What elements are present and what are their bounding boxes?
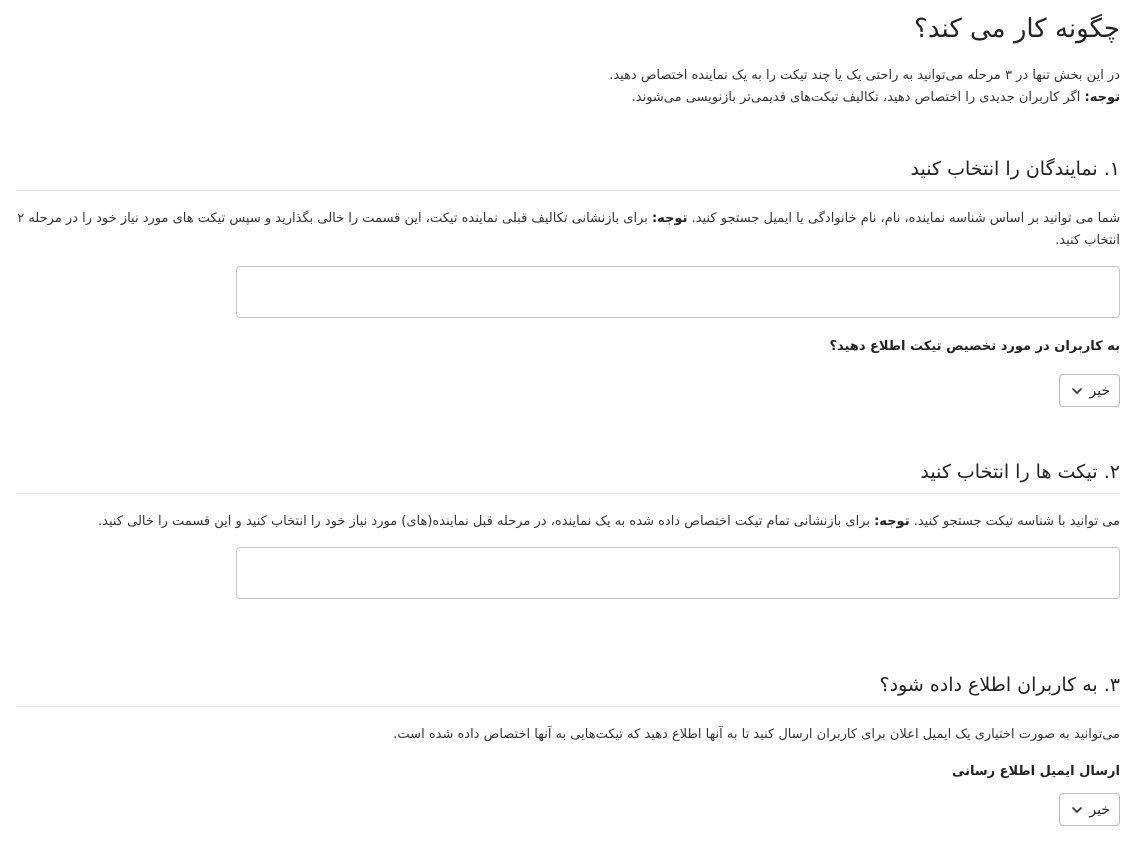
chevron-down-icon (1071, 385, 1083, 397)
step2-desc-text: می توانید با شناسه تیکت جستجو کنید. (909, 514, 1120, 529)
step1-note-label: توجه: (651, 211, 688, 226)
tickets-search-input[interactable] (236, 547, 1120, 599)
step3-description: می‌توانید به صورت اختیاری یک ایمیل اعلان برای کاربران ارسال کنید تا به آنها اطلاع دهید که تیکت‌هایی به آنها اختصاص داده شده است. (393, 727, 1120, 742)
email-notification-label: ارسال ایمیل اطلاع رسانی (951, 764, 1120, 779)
step3-title: ۳. به کاربران اطلاع داده شود؟ (16, 672, 1120, 707)
step1-description (16, 208, 1120, 252)
notify-assignment-select[interactable] (1059, 374, 1120, 407)
email-notification-value: خیر (1089, 801, 1110, 818)
agents-search-input[interactable] (236, 266, 1120, 318)
notify-assignment-value: خیر (1089, 382, 1110, 399)
step2-note-text: برای بازنشانی تمام تیکت اختصاص داده شده به یک نماینده، در مرحله قبل نماینده(های) مورد نیاز خود را انتخاب کنید و این قسمت را خالی کنید. (97, 514, 875, 529)
intro-text (16, 65, 1120, 109)
step1-note-text: برای بازنشانی تکالیف قبلی نماینده تیکت، این قسمت را خالی بگذارید و سپس تیکت های مورد نیاز خود را در مرحله ۲ انتخاب کنید. (17, 211, 1120, 248)
intro-line: در این بخش تنها در ۳ مرحله می‌توانید به راحتی یک یا چند تیکت را به یک نماینده اختصاص دهید. (609, 68, 1120, 83)
step-notify-users (16, 672, 1120, 826)
notify-assignment-wrapper (16, 374, 1120, 407)
intro-note-text: اگر کاربران جدیدی را اختصاص دهید، تکالیف تیکت‌های قدیمی‌تر بازنویسی می‌شوند. (631, 90, 1085, 105)
step2-title: ۲. تیکت ها را انتخاب کنید (16, 459, 1120, 494)
step1-desc-text: شما می توانید بر اساس شناسه نماینده، نام، نام خانوادگی یا ایمیل جستجو کنید. (687, 211, 1120, 226)
step-select-tickets (16, 459, 1120, 599)
step2-description (16, 511, 1120, 533)
email-notification-wrapper (16, 793, 1120, 826)
step2-note-label: توجه: (874, 514, 910, 529)
step1-title: ۱. نمایندگان را انتخاب کنید (16, 156, 1120, 191)
page-title: چگونه کار می کند؟ (914, 14, 1120, 44)
notify-assignment-label: به کاربران در مورد تخصیص تیکت اطلاع دهید؟ (829, 339, 1120, 354)
intro-note-label: توجه: (1084, 90, 1120, 105)
intro-note (16, 87, 1120, 109)
email-notification-select[interactable] (1059, 793, 1120, 826)
chevron-down-icon (1071, 804, 1083, 816)
step-select-agents (16, 156, 1120, 407)
